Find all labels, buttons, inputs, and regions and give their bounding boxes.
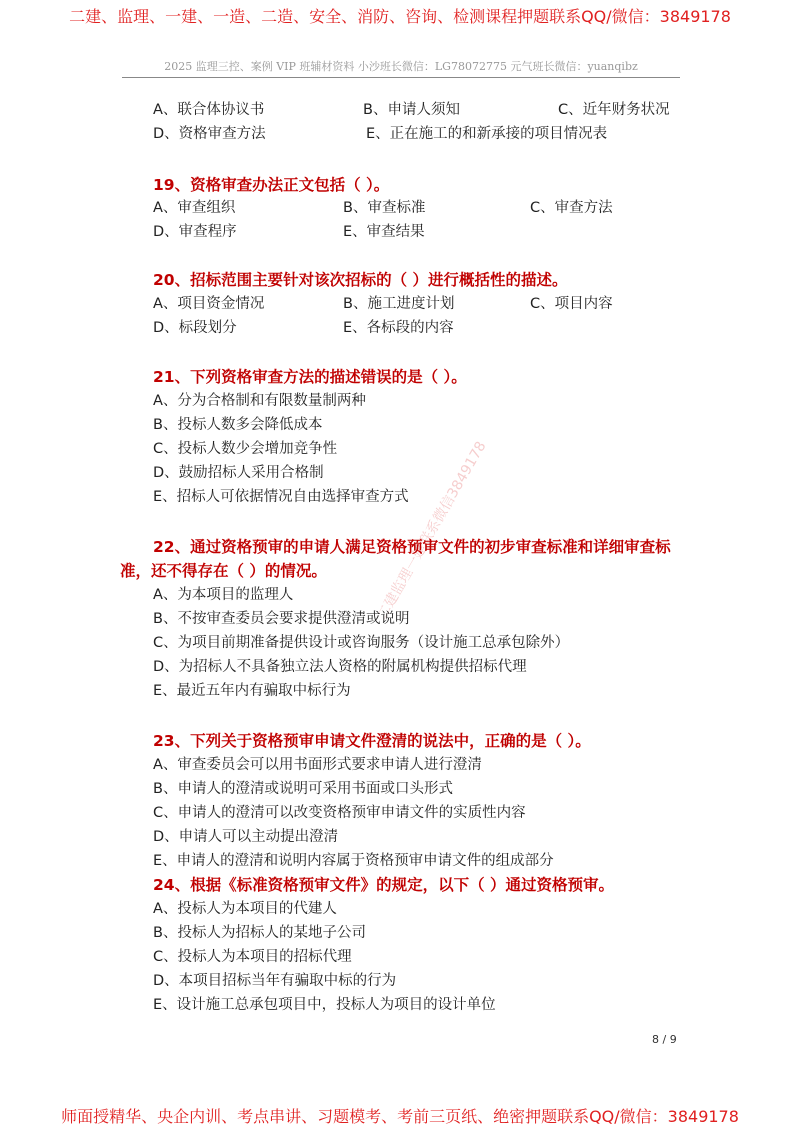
option: C、审查方法: [530, 200, 613, 216]
option: E、审查结果: [343, 224, 425, 240]
option: D、为招标人不具备独立法人资格的附属机构提供招标代理: [153, 659, 527, 675]
header-banner: 二建、监理、一建、一造、二造、安全、消防、咨询、检测课程押题联系QQ/微信：3849178: [69, 7, 731, 26]
header-divider: [122, 77, 680, 78]
option: C、为项目前期准备提供设计或咨询服务（设计施工总承包除外）: [153, 635, 570, 651]
page-number: 8 / 9: [652, 1033, 677, 1046]
option: B、不按审查委员会要求提供澄清或说明: [153, 611, 410, 627]
option: B、投标人数多会降低成本: [153, 417, 323, 433]
option: B、施工进度计划: [343, 296, 455, 312]
option: D、本项目招标当年有骗取中标的行为: [153, 973, 397, 989]
option: E、各标段的内容: [343, 320, 454, 336]
option: A、审查组织: [153, 200, 236, 216]
question-title: 20、招标范围主要针对该次招标的（ ）进行概括性的描述。: [153, 271, 568, 289]
question-title: 19、资格审查办法正文包括（ ）。: [153, 176, 390, 194]
option: B、申请人的澄清或说明可采用书面或口头形式: [153, 781, 453, 797]
question-title: 21、下列资格审查方法的描述错误的是（ ）。: [153, 368, 467, 386]
option: E、招标人可依据情况自由选择审查方式: [153, 489, 409, 505]
header-subtitle: 2025 监理三控、案例 VIP 班辅材资料 小沙班长微信：LG78072775 元气班长微信：yuanqibz: [164, 60, 638, 73]
option: D、审查程序: [153, 224, 237, 240]
question-title: 24、根据《标准资格预审文件》的规定，以下（ ）通过资格预审。: [153, 876, 614, 894]
option: C、近年财务状况: [558, 102, 670, 118]
option: A、投标人为本项目的代建人: [153, 901, 337, 917]
option: C、投标人数少会增加竞争性: [153, 441, 338, 457]
option: A、项目资金情况: [153, 296, 265, 312]
option: D、申请人可以主动提出澄清: [153, 829, 339, 845]
question-title: 22、通过资格预审的申请人满足资格预审文件的初步审查标准和详细审查标准，还不得存在（ ）的情况。: [120, 538, 671, 580]
footer-banner: 师面授精华、央企内训、考点串讲、习题模考、考前三页纸、绝密押题联系QQ/微信：3849178: [61, 1107, 739, 1126]
option: D、鼓励招标人采用合格制: [153, 465, 324, 481]
option: D、资格审查方法: [153, 126, 266, 142]
option: D、标段划分: [153, 320, 237, 336]
option: B、投标人为招标人的某地子公司: [153, 925, 366, 941]
option: E、最近五年内有骗取中标行为: [153, 683, 351, 699]
option: A、为本项目的监理人: [153, 587, 294, 603]
option: E、正在施工的和新承接的项目情况表: [366, 126, 608, 142]
option: C、申请人的澄清可以改变资格预审申请文件的实质性内容: [153, 805, 526, 821]
option: A、联合体协议书: [153, 102, 265, 118]
question-title: 23、下列关于资格预审申请文件澄清的说法中，正确的是（ ）。: [153, 732, 591, 750]
option: B、申请人须知: [363, 102, 460, 118]
option: E、设计施工总承包项目中，投标人为项目的设计单位: [153, 997, 496, 1013]
option: C、投标人为本项目的招标代理: [153, 949, 352, 965]
option: B、审查标准: [343, 200, 426, 216]
option: E、申请人的澄清和说明内容属于资格预审申请文件的组成部分: [153, 853, 554, 869]
watermark: 二建监理一建联系微信3849178: [374, 438, 490, 623]
option: A、审查委员会可以用书面形式要求申请人进行澄清: [153, 757, 482, 773]
option: A、分为合格制和有限数量制两种: [153, 393, 366, 409]
option: C、项目内容: [530, 296, 613, 312]
